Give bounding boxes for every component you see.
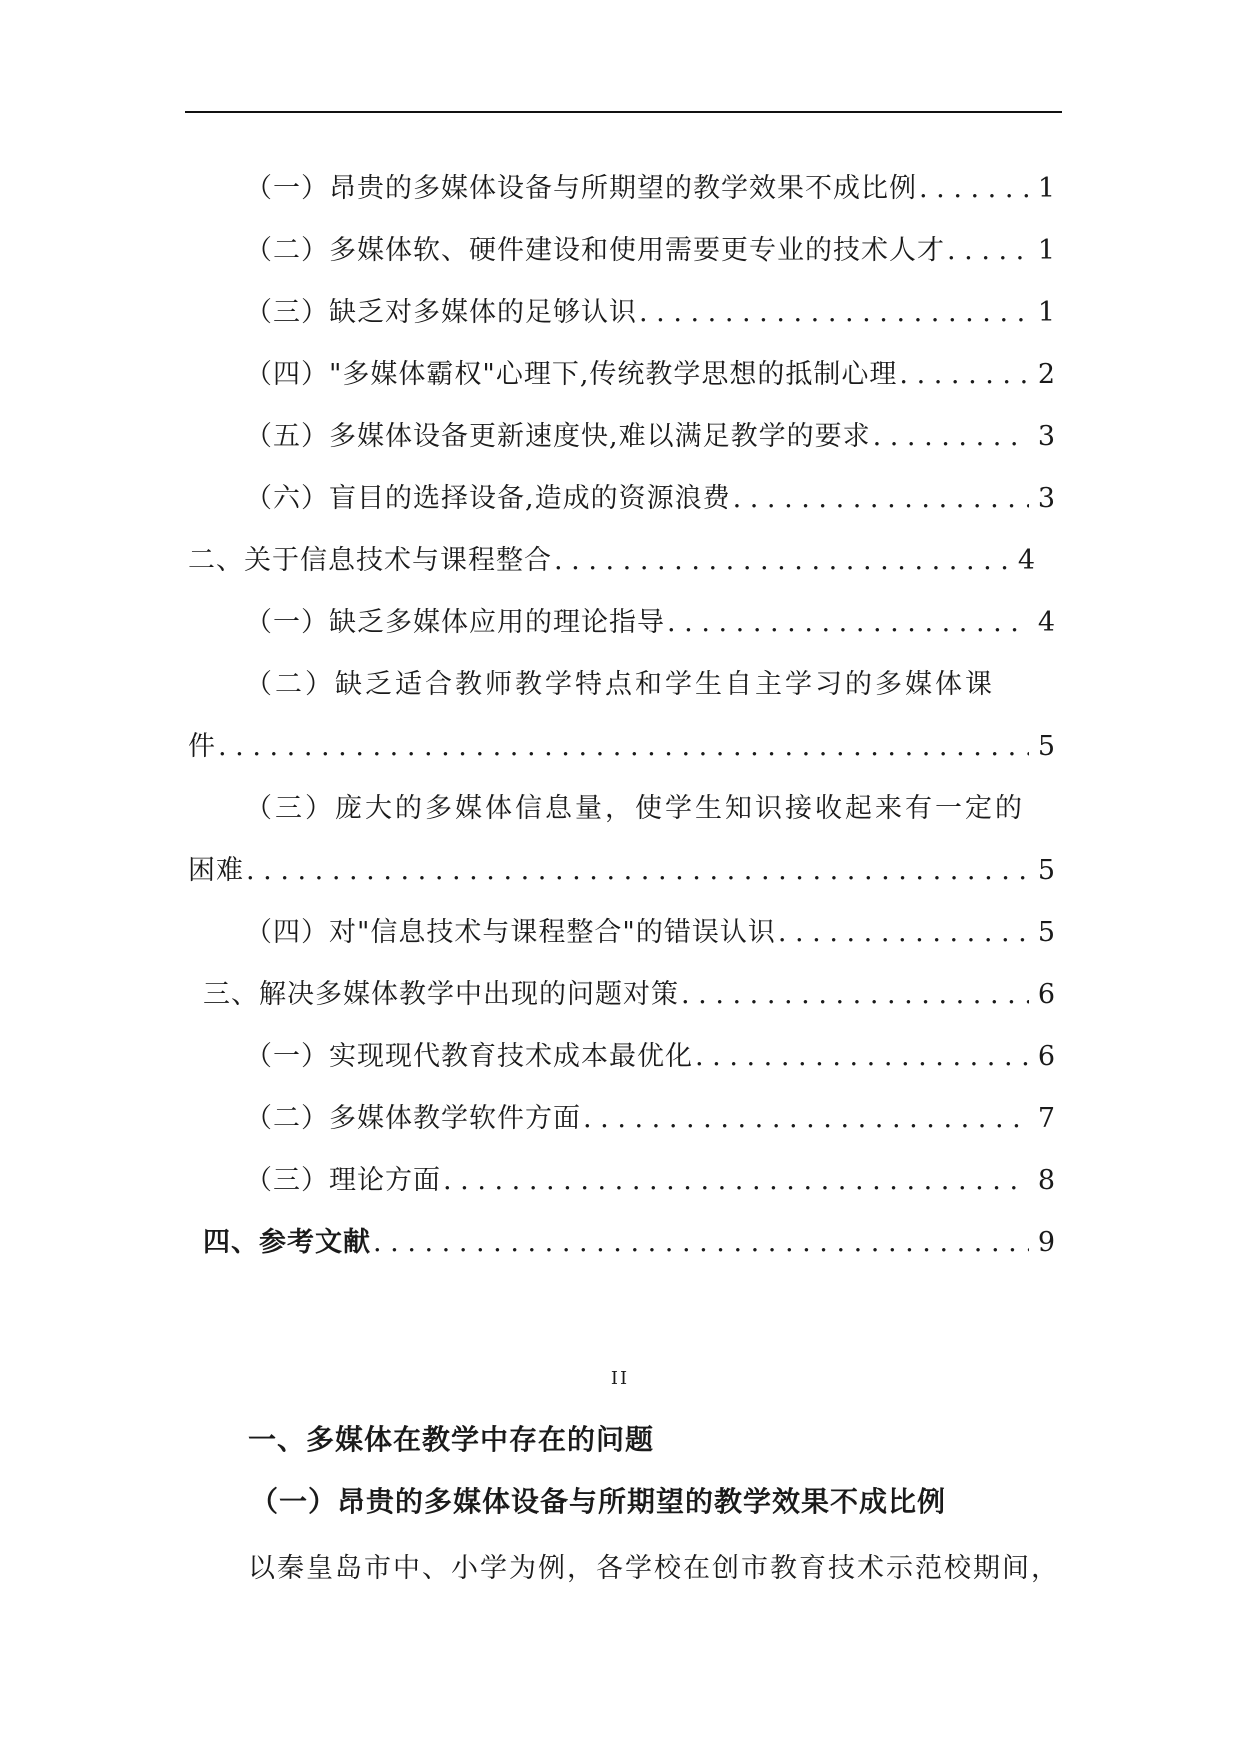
toc-entry-page: 3 (1037, 421, 1055, 452)
toc-leader (373, 1221, 1029, 1265)
section-heading: 一、多媒体在教学中存在的问题 (248, 1423, 655, 1456)
toc-entry-page: 6 (1037, 979, 1055, 1010)
toc-entry-title: （二）多媒体软、硬件建设和使用需要更专业的技术人才 (245, 235, 945, 266)
toc-entry-title: （五）多媒体设备更新速度快,难以满足教学的要求 (245, 421, 871, 452)
toc-entry[interactable] (245, 415, 1055, 459)
toc-entry-title-line1[interactable]: （三）庞大的多媒体信息量，使学生知识接收起来有一定的 (245, 793, 1025, 824)
toc-entry-title: （二）多媒体教学软件方面 (245, 1103, 581, 1134)
toc-entry-title-line1[interactable]: （二）缺乏适合教师教学特点和学生自主学习的多媒体课 (245, 669, 995, 700)
toc-entry-title: （四）"多媒体霸权"心理下,传统教学思想的抵制心理 (245, 359, 898, 390)
toc-leader (899, 353, 1029, 397)
toc-entry[interactable] (245, 1035, 1055, 1079)
toc-entry[interactable] (245, 477, 1055, 521)
toc-entry-title: 三、解决多媒体教学中出现的问题对策 (203, 979, 679, 1010)
toc-entry-title: （一）实现现代教育技术成本最优化 (245, 1041, 693, 1072)
toc-leader (681, 973, 1029, 1017)
toc-leader (695, 1035, 1029, 1079)
toc-entry[interactable] (203, 1221, 1055, 1265)
toc-entry[interactable] (245, 167, 1055, 211)
toc-leader (873, 415, 1029, 459)
toc-leader (218, 725, 1029, 769)
header-rule (185, 111, 1062, 113)
toc-entry[interactable] (245, 601, 1055, 645)
toc-leader (554, 539, 1009, 583)
toc-entry-page: 7 (1037, 1103, 1055, 1134)
toc-entry-page: 4 (1017, 545, 1035, 576)
toc-entry-title: （三）理论方面 (245, 1165, 441, 1196)
toc-entry-page: 2 (1037, 359, 1055, 390)
toc-entry-title: 困难 (188, 855, 244, 886)
subsection-heading: （一）昂贵的多媒体设备与所期望的教学效果不成比例 (250, 1485, 947, 1518)
toc-entry-page: 9 (1037, 1227, 1055, 1258)
toc-leader (443, 1159, 1029, 1203)
toc-entry[interactable] (203, 973, 1055, 1017)
toc-entry-title: （四）对"信息技术与课程整合"的错误认识 (245, 917, 776, 948)
toc-leader (733, 477, 1029, 521)
toc-leader (639, 291, 1029, 335)
toc-entry-title: 二、关于信息技术与课程整合 (188, 545, 552, 576)
toc-entry[interactable] (245, 353, 1055, 397)
toc-leader (919, 167, 1029, 211)
toc-entry[interactable] (245, 1097, 1055, 1141)
toc-entry-title: （一）昂贵的多媒体设备与所期望的教学效果不成比例 (245, 173, 917, 204)
toc-entry-page: 5 (1037, 855, 1055, 886)
toc-entry-title: （三）缺乏对多媒体的足够认识 (245, 297, 637, 328)
toc-entry-title: （一）缺乏多媒体应用的理论指导 (245, 607, 665, 638)
toc-entry[interactable] (188, 725, 1055, 769)
toc-entry-page: 8 (1037, 1165, 1055, 1196)
toc-entry[interactable] (188, 849, 1055, 893)
page-number: II (610, 1368, 630, 1389)
toc-entry-page: 6 (1037, 1041, 1055, 1072)
toc-entry-page: 1 (1037, 235, 1055, 266)
toc-entry-page: 4 (1037, 607, 1055, 638)
toc-entry[interactable] (245, 1159, 1055, 1203)
toc-leader (667, 601, 1029, 645)
toc-leader (246, 849, 1029, 893)
toc-entry[interactable] (245, 229, 1055, 273)
toc-entry-page: 3 (1037, 483, 1055, 514)
toc-entry-page: 5 (1037, 731, 1055, 762)
toc-entry-title: 件 (188, 731, 216, 762)
toc-entry-title: （六）盲目的选择设备,造成的资源浪费 (245, 483, 731, 514)
toc-entry-page: 5 (1037, 917, 1055, 948)
toc-leader (583, 1097, 1029, 1141)
toc-entry-page: 1 (1037, 173, 1055, 204)
toc-leader (947, 229, 1029, 273)
toc-entry[interactable] (188, 539, 1035, 583)
body-paragraph: 以秦皇岛市中、小学为例，各学校在创市教育技术示范校期间， (248, 1553, 1060, 1584)
toc-entry-page: 1 (1037, 297, 1055, 328)
toc-entry[interactable] (245, 911, 1055, 955)
toc-leader (778, 911, 1029, 955)
toc-entry-title: 四、参考文献 (203, 1227, 371, 1258)
toc-entry[interactable] (245, 291, 1055, 335)
